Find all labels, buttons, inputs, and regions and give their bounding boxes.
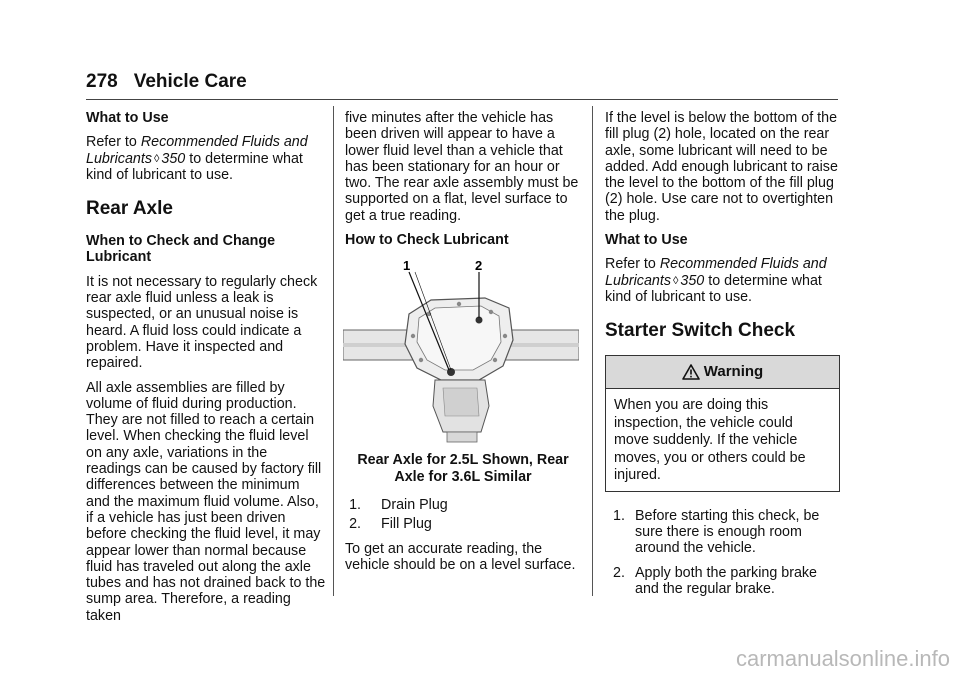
step-number: 2. [613,564,625,581]
page-ref-number[interactable]: 350 [680,272,705,289]
page-number: 278 [86,71,118,92]
figure-legend [345,497,581,533]
step-item [605,508,840,557]
recommended-fluids-link[interactable]: Recommended Fluids and Lubricants [605,256,827,289]
warning-title: Warning [703,363,764,381]
legend-item [345,516,581,532]
how-to-check-heading: How to Check Lubricant [345,232,509,249]
refer-prefix: Refer to [86,134,141,151]
step-text: Apply both the parking brake and the regular brake. [635,564,818,597]
paragraph: To get an accurate reading, the vehicle should be on a level surface. [345,540,576,573]
step-text: Before starting this check, be sure there is enough room around the vehicle. [635,507,820,557]
paragraph: If the level is below the bottom of the fill plug (2) hole, located on the rear axle, some lubricant will need to be added. Add enough lubricant to raise the level to the bottom of the fill plug (2) hole. Use care not to overtighten the plug. [605,110,838,224]
page-reference-icon: ◊ [153,152,160,165]
figure-caption: Rear Axle for 2.5L Shown, Rear Axle for 3.6L Similar [357,452,569,485]
rear-axle-illustration [343,256,579,446]
what-to-use-heading: What to Use [605,232,688,249]
watermark: carmanualsonline.info [735,646,950,671]
column-3 [605,110,840,605]
steps-list [605,508,840,597]
column-divider [592,106,593,596]
recommended-fluids-link[interactable]: Recommended Fluids and Lubricants [86,134,308,167]
step-item [605,565,840,598]
column-1 [86,110,326,632]
legend-label: Fill Plug [381,516,432,533]
refer-paragraph [605,256,840,305]
starter-switch-title: Starter Switch Check [605,320,796,342]
what-to-use-heading: What to Use [86,110,169,126]
column-divider [333,106,334,596]
step-number: 1. [613,507,625,524]
warning-header [606,356,839,389]
warning-text: When you are doing this inspection, the vehicle could move suddenly. If the vehicle moves, you or others could be injured. [614,397,806,484]
refer-prefix: Refer to [605,256,660,273]
legend-number: 2. [349,516,361,533]
paragraph: five minutes after the vehicle has been driven will appear to have a lower fluid level than a vehicle that has been stationary for an hour or two. The rear axle assembly must be supported on a flat, level surface to get a true reading. [345,110,579,224]
refer-suffix: to determine what kind of lubricant to use. [86,150,303,183]
rear-axle-figure [343,256,579,446]
legend-number: 1. [349,496,361,513]
page-ref-number[interactable]: 350 [161,150,186,167]
section-title: Vehicle Care [133,71,247,92]
warning-triangle-icon [682,364,700,380]
page-header [86,70,838,94]
callout-1: 1 [403,258,411,274]
page-reference-icon: ◊ [672,274,679,287]
refer-suffix: to determine what kind of lubricant to use. [605,272,822,305]
column-2 [345,110,581,581]
paragraph: All axle assemblies are filled by volume of fluid during production. They are not filled to reach a certain level. When checking the fluid level on any axle, variations in the readings can be caused by factory fill differences between the minimum and the maximum fluid volume. Also, if a vehicle has just been driven before checking the fluid level, it may appear lower than normal because fluid has traveled out along the axle tubes and has not drained back to the sump area. Therefore, a reading taken [86,379,326,624]
legend-label: Drain Plug [381,496,448,513]
when-to-check-heading: When to Check and Change Lubricant [86,233,276,266]
paragraph: It is not necessary to regularly check rear axle fluid unless a leak is suspected, or an unusual noise is heard. A fluid loss could indicate a problem. Have it inspected and repaired. [86,273,318,372]
legend-item [345,497,581,513]
warning-box [605,355,840,492]
refer-paragraph [86,134,326,183]
rear-axle-title: Rear Axle [86,198,173,220]
header-rule [86,99,838,100]
callout-2: 2 [475,258,483,274]
